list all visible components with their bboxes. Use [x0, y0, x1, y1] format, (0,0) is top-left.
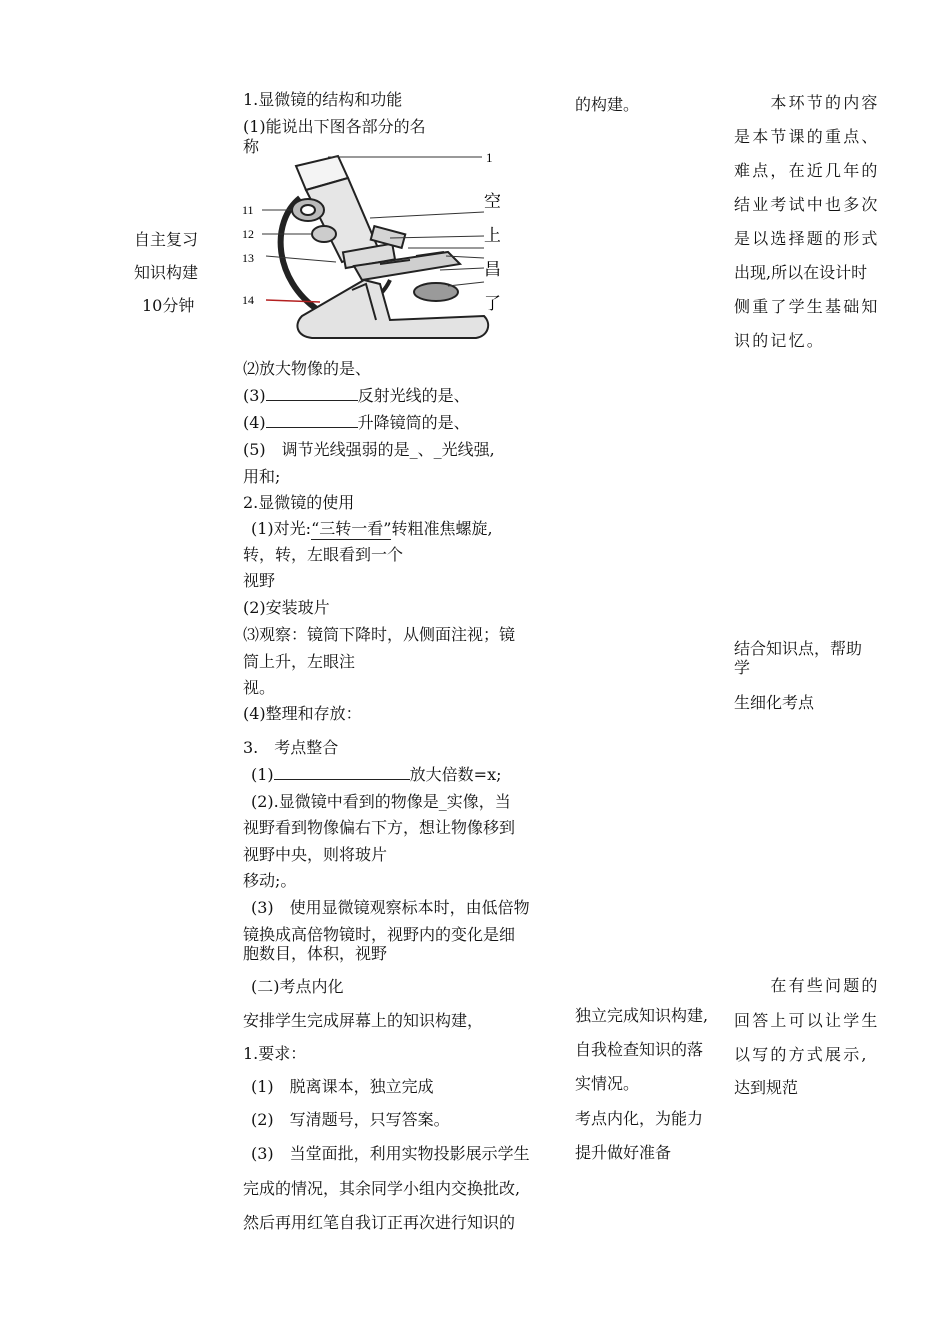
question-3-text: 反射光线的是、 — [357, 386, 470, 405]
usage-1-line1 — [251, 519, 493, 540]
point-2-line3: 视野中央，则将玻片 — [243, 845, 388, 864]
design-intent-c-line3: 以写的方式展示, — [734, 1045, 869, 1064]
question-3-number: (3) — [243, 386, 266, 405]
design-intent-line2: 是本节课的重点、 — [734, 127, 880, 146]
design-intent-line4: 结业考试中也多次 — [734, 195, 880, 214]
student-activity-line4: 考点内化，为能力 — [575, 1109, 704, 1128]
point-3-line1: (3) 使用显微镜观察标本时，由低倍物 — [251, 898, 530, 917]
phase-label-self-review: 自主复习 — [134, 230, 199, 249]
figure-label-12: 12 — [242, 227, 254, 241]
question-4 — [243, 413, 470, 433]
student-activity-line5: 提升做好准备 — [575, 1143, 672, 1162]
design-intent-line3: 难点，在近几年的 — [734, 161, 880, 180]
requirement-3-line2: 完成的情况，其余同学小组内交换批改, — [243, 1179, 521, 1198]
usage-3-line1: ⑶观察：镜筒下降时，从侧面注视；镜 — [243, 625, 516, 644]
blank-line — [266, 413, 358, 428]
usage-1-suffix: 转粗准焦螺旋, — [391, 519, 493, 538]
requirement-3-line3: 然后再用红笔自我订正再次进行知识的 — [243, 1213, 516, 1232]
figure-side-text: 空 上 昌 了 — [480, 192, 500, 311]
microscope-diagram — [240, 152, 500, 348]
usage-4: (4)整理和存放： — [243, 704, 362, 723]
question-4-number: (4) — [243, 413, 266, 432]
design-intent-c-line1: 在有些问题的 — [734, 976, 880, 995]
part2-title: (二)考点内化 — [251, 977, 344, 996]
question-5-line1: (5) 调节光线强弱的是_、_光线强, — [243, 440, 495, 459]
design-intent-line6: 出现,所以在设计时 — [734, 263, 868, 282]
question-5-line2: 用和; — [243, 467, 281, 486]
point-2-line4: 移动;。 — [243, 871, 297, 890]
point-1-number: (1) — [251, 765, 274, 784]
part2-intro: 安排学生完成屏幕上的知识构建， — [243, 1011, 484, 1030]
phase-label-knowledge-building: 知识构建 — [134, 263, 199, 282]
figure-label-14: 14 — [242, 293, 254, 307]
requirements-heading: 1.要求： — [243, 1044, 307, 1063]
section3-title: 3. 考点整合 — [243, 738, 339, 757]
student-activity-line3: 实情况。 — [575, 1074, 640, 1093]
question-4-text: 升降镜筒的是、 — [357, 413, 470, 432]
student-activity-top: 的构建。 — [575, 95, 640, 114]
point-3-line3: 胞数目，体积，视野 — [243, 944, 388, 963]
design-intent-b-line1: 结合知识点，帮助 — [734, 639, 863, 658]
point-2-line1: (2).显微镜中看到的物像是_实像，当 — [251, 792, 511, 811]
usage-2: (2)安装玻片 — [243, 598, 330, 617]
blank-line — [266, 386, 358, 401]
blank-line — [274, 765, 410, 780]
design-intent-line8: 识的记忆。 — [734, 331, 826, 350]
point-1 — [251, 765, 502, 785]
question-2: ⑵放大物像的是、 — [243, 359, 372, 378]
usage-1-line3: 视野 — [243, 571, 276, 590]
point-2-line2: 视野看到物像偏右下方，想让物像移到 — [243, 818, 516, 837]
design-intent-line5: 是以选择题的形式 — [734, 229, 880, 248]
requirement-3-line1: (3) 当堂面批，利用实物投影展示学生 — [251, 1144, 530, 1163]
usage-3-line2: 筒上升，左眼注 — [243, 652, 356, 671]
design-intent-b-line2: 学 — [734, 658, 751, 677]
question-1-line1: (1)能说出下图各部分的名 — [243, 117, 426, 136]
phase-duration: 10分钟 — [142, 296, 195, 315]
design-intent-c-line4: 达到规范 — [734, 1078, 799, 1097]
usage-3-line3: 视。 — [243, 678, 276, 697]
design-intent-c-line2: 回答上可以让学生 — [734, 1011, 880, 1030]
design-intent-line1: 本环节的内容 — [734, 93, 880, 112]
figure-label-13: 13 — [242, 251, 254, 265]
requirement-1: (1) 脱离课本，独立完成 — [251, 1077, 434, 1096]
design-intent-b-line3: 生细化考点 — [734, 693, 815, 712]
section1-title: 1.显微镜的结构和功能 — [243, 90, 403, 109]
section2-title: 2.显微镜的使用 — [243, 493, 355, 512]
figure-label-11: 11 — [242, 203, 254, 217]
usage-1-line2: 转，转，左眼看到一个 — [243, 545, 404, 564]
question-1-line2: 称 — [243, 137, 260, 156]
question-3 — [243, 386, 470, 406]
student-activity-line1: 独立完成知识构建, — [575, 1006, 709, 1025]
point-3-line2: 镜换成高倍物镜时，视野内的变化是细 — [243, 925, 516, 944]
student-activity-line2: 自我检查知识的落 — [575, 1040, 704, 1059]
usage-1-prefix: (1)对光: — [251, 519, 312, 538]
usage-1-underlined: “三转一看” — [311, 519, 392, 538]
point-1-text: 放大倍数=x; — [409, 765, 502, 784]
requirement-2: (2) 写清题号，只写答案。 — [251, 1110, 450, 1129]
design-intent-line7: 侧重了学生基础知 — [734, 297, 880, 316]
figure-label-1: 1 — [486, 152, 493, 165]
